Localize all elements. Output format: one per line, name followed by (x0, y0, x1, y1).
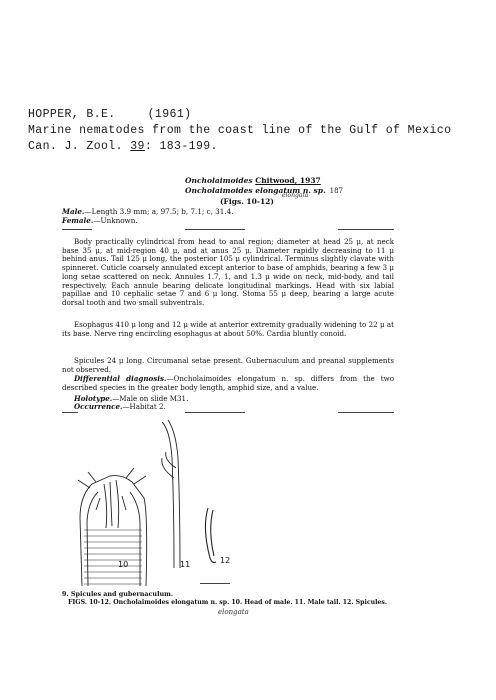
citation-author-line (28, 108, 191, 121)
citation-author: HOPPER, B.E. (28, 108, 116, 121)
figure-label-11: 11 (180, 560, 191, 569)
diagnosis-text: —Oncholaimoides elongatum n. sp. differs from the two described species in the greater body length, amphid size, and a value. (62, 374, 394, 392)
citation-title: Marine nematodes from the coast line of the Gulf of Mexico (28, 124, 452, 137)
new-species-tag: n. sp. (302, 186, 326, 195)
genus-name: Oncholaimoides (185, 176, 253, 185)
citation-journal-line (28, 140, 218, 153)
occurrence-text: —Habitat 2. (122, 402, 166, 411)
figure-caption-top: 9. Spicules and gubernaculum. (62, 590, 174, 598)
genus-authority: Chitwood, 1937 (255, 176, 321, 185)
species-heading (185, 176, 343, 196)
holotype-label: Holotype. (74, 394, 113, 403)
figure-label-10: 10 (118, 560, 129, 569)
handwritten-correction: elongata (282, 192, 309, 199)
figure-reference: (Figs. 10-12) (220, 197, 274, 206)
spicule-drawing (205, 508, 216, 563)
handwritten-caption-note: elongata (218, 608, 249, 616)
underline-rule (200, 583, 230, 584)
citation-year: (1961) (147, 108, 192, 121)
new-species-name: Oncholaimoides elongatum (185, 186, 301, 195)
underline-rule (185, 229, 245, 230)
description-paragraph-2: Esophagus 410 μ long and 12 μ wide at anterior extremity gradually widening to 22 μ at its base. Nerve ring encircling esophagus at about 50%. Cardia bluntly conoid. (62, 320, 394, 338)
underline-rule (185, 412, 245, 413)
diagnosis-label: Differential diagnosis. (74, 374, 167, 383)
citation-pages: : 183-199. (144, 140, 218, 153)
holotype-text: —Male on slide M31. (112, 394, 189, 403)
male-text: —Length 3.9 mm; a, 97.5; b, 7.1; c, 31.4. (84, 207, 234, 216)
citation-journal: Can. J. Zool. (28, 140, 123, 153)
citation-volume: 39 (130, 140, 145, 153)
head-drawing (78, 468, 147, 586)
figure-caption: FIGS. 10-12. Oncholaimoides elongatum n. sp. 10. Head of male. 11. Male tail. 12. Spicules. (68, 599, 388, 606)
female-text: —Unknown. (93, 216, 138, 225)
tail-drawing (162, 420, 180, 568)
description-paragraph-3: Spicules 24 μ long. Circumanal setae present. Gubernaculum and preanal supplements not observed. (62, 356, 394, 374)
nematode-figure (70, 418, 290, 588)
underline-rule (62, 229, 92, 230)
female-info (62, 216, 138, 225)
differential-diagnosis (62, 375, 394, 392)
description-paragraph-1: Body practically cylindrical from head to anal region; diameter at head 25 μ, at neck base 35 μ, at mid-region 40 μ, and at anus 25 μ. Diameter rapidly decreasing to 11 μ behind anus. Tail 125 μ long, the posterior 105 μ cylindrical. Terminus slightly clavate with spinneret. Cuticle coarsely annulated except anterior to base of amphids, bearing a few 3 μ long setae scattered on neck. Annules 1.7, 1, and 1.3 μ wide on neck, mid-body, and tail respectively. Each annule bearing delicate longitudinal markings. Head with six labial papillae and 10 cephalic setae 7 and 6 μ long. Stoma 55 μ deep, bearing a large acute dorsal tooth and two small subventrals. (62, 237, 394, 307)
male-measurements (62, 207, 233, 216)
female-label: Female. (62, 216, 94, 225)
occurrence-label: Occurrence. (74, 402, 123, 411)
underline-rule (338, 229, 394, 230)
figure-label-12: 12 (220, 556, 231, 565)
handwritten-number: 187 (329, 187, 344, 195)
underline-rule (338, 412, 394, 413)
underline-rule (62, 412, 78, 413)
male-label: Male. (62, 207, 85, 216)
occurrence-line (62, 403, 394, 412)
